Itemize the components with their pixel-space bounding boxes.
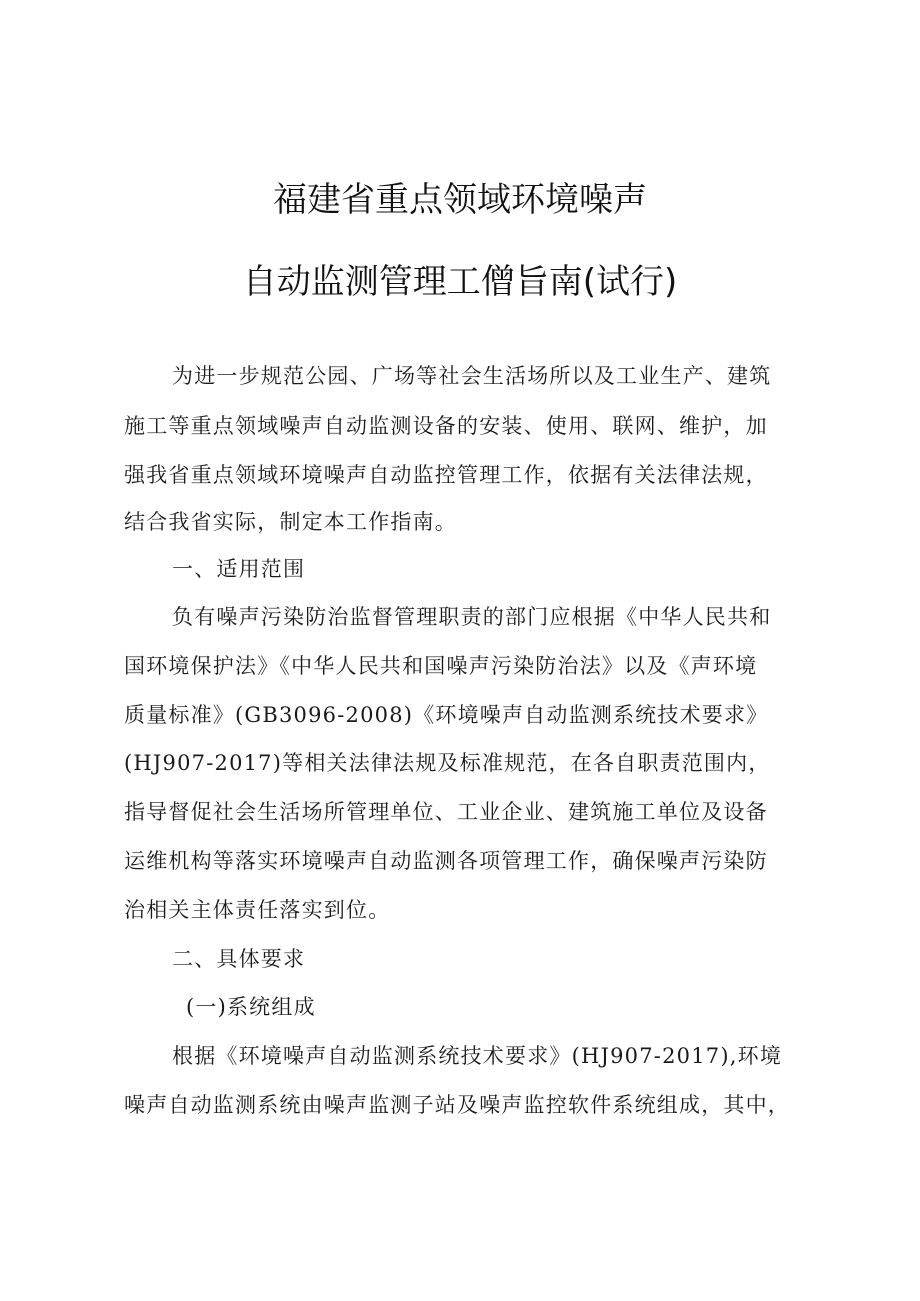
paragraph-scope-line-5: 指导督促社会生活场所管理单位、工业企业、建筑施工单位及设备 xyxy=(124,800,768,824)
paragraph-intro-line-3: 强我省重点领域环境噪声自动监控管理工作，依据有关法律法规， xyxy=(124,463,768,487)
section-heading-scope: 一、适用范围 xyxy=(172,557,306,581)
document-title-line-2: 自动监测管理工僧旨南(试行) xyxy=(242,262,678,302)
subsection-heading-system-composition: (一)系统组成 xyxy=(186,995,316,1019)
paragraph-scope-line-1: 负有噪声污染防治监督管理职责的部门应根据《中华人民共和 xyxy=(172,605,772,629)
paragraph-intro-line-2: 施工等重点领域噪声自动监测设备的安装、使用、联网、维护，加 xyxy=(124,414,768,438)
paragraph-scope-line-4: (HJ907-2017)等相关法律法规及标准规范，在各自职责范围内， xyxy=(124,751,771,775)
paragraph-system-line-1: 根据《环境噪声自动监测系统技术要求》(HJ907-2017),环境 xyxy=(172,1044,783,1068)
paragraph-scope-line-3: 质量标准》(GB3096-2008)《环境噪声自动监测系统技术要求》 xyxy=(124,703,769,727)
document-title-line-1: 福建省重点领域环境噪声 xyxy=(273,180,647,220)
paragraph-scope-line-6: 运维机构等落实环境噪声自动监测各项管理工作，确保噪声污染防 xyxy=(124,849,768,873)
section-heading-requirements: 二、具体要求 xyxy=(172,947,306,971)
paragraph-intro-line-1: 为进一步规范公园、广场等社会生活场所以及工业生产、建筑 xyxy=(172,364,772,388)
paragraph-scope-line-7: 治相关主体责任落实到位。 xyxy=(124,898,391,922)
paragraph-intro-line-4: 结合我省实际，制定本工作指南。 xyxy=(124,510,457,534)
paragraph-system-line-2: 噪声自动监测系统由噪声监测子站及噪声监控软件系统组成，其中， xyxy=(124,1093,790,1117)
paragraph-scope-line-2: 国环境保护法》《中华人民共和国噪声污染防治法》以及《声环境 xyxy=(124,654,758,678)
